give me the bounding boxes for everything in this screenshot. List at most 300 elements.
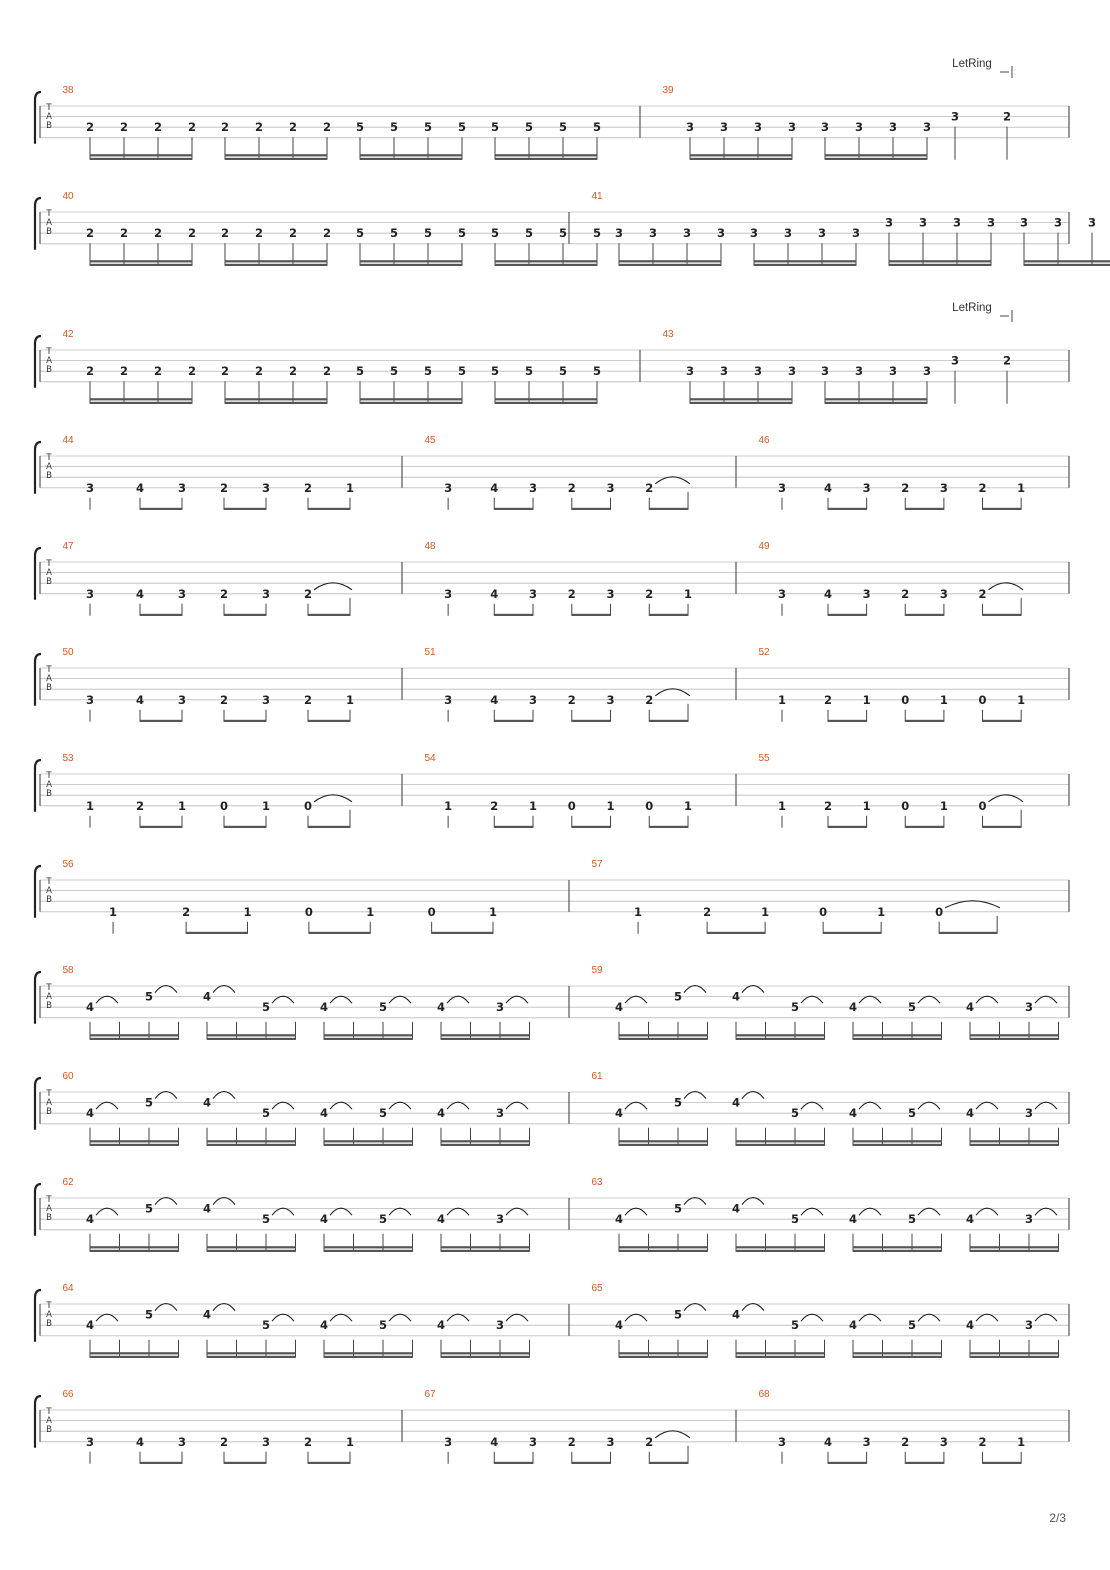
beam (207, 1352, 296, 1354)
fret-number: 3 (854, 120, 864, 135)
tie-arc (272, 1314, 294, 1321)
fret-number: 0 (427, 904, 436, 919)
tie-arc (859, 1208, 881, 1215)
measure-number: 63 (591, 1177, 603, 1188)
measure-number: 61 (591, 1071, 603, 1082)
beam (90, 1246, 179, 1248)
fret-number: 2 (823, 798, 832, 813)
beam (308, 614, 350, 616)
beam (970, 1246, 1059, 1248)
fret-number: 3 (1019, 215, 1029, 230)
fret-number: 3 (529, 1434, 538, 1449)
tie-arc (918, 996, 940, 1003)
fret-number: 1 (243, 904, 252, 919)
beam (970, 1356, 1059, 1358)
tab-clef-letter: T (46, 347, 52, 357)
fret-number: 2 (219, 1434, 229, 1449)
fret-number: 4 (848, 1318, 858, 1333)
tie-arc (945, 901, 1000, 908)
beam (939, 932, 997, 934)
beam (140, 1462, 182, 1464)
fret-number: 3 (777, 480, 787, 495)
let-ring-label: LetRing (952, 302, 992, 314)
beam (90, 154, 192, 156)
tab-system (35, 965, 1069, 1040)
tie-arc (625, 1208, 647, 1215)
beam (207, 1144, 296, 1146)
measure-number: 42 (62, 329, 74, 340)
measure-number: 39 (662, 85, 674, 96)
beam (649, 614, 688, 616)
measure (62, 191, 601, 266)
fret-number: 1 (177, 798, 187, 813)
beam (90, 402, 192, 404)
beam (619, 1356, 708, 1358)
fret-number: 4 (614, 1106, 624, 1121)
beam (494, 826, 533, 828)
fret-number: 5 (490, 226, 500, 241)
beam (308, 720, 350, 722)
fret-number: 4 (490, 692, 499, 707)
fret-number: 3 (495, 1212, 505, 1227)
fret-number: 3 (177, 1434, 187, 1449)
measure-number: 66 (62, 1389, 74, 1400)
measure-number: 52 (758, 647, 770, 658)
beam (736, 1250, 825, 1252)
beam (90, 264, 192, 266)
beam (649, 508, 688, 510)
beam (441, 1250, 530, 1252)
fret-number: 3 (777, 1434, 787, 1449)
beam (441, 1352, 530, 1354)
tie-arc (684, 1198, 706, 1205)
beam (905, 1462, 944, 1464)
tab-clef-letter: T (46, 103, 52, 113)
fret-number: 3 (851, 226, 861, 241)
fret-number: 3 (529, 480, 538, 495)
fret-number: 3 (85, 586, 95, 601)
tie-arc (506, 1314, 528, 1321)
fret-number: 0 (978, 798, 987, 813)
fret-number: 3 (444, 692, 453, 707)
beam (495, 260, 597, 262)
tab-clef-letter: B (46, 121, 52, 131)
fret-number: 2 (1002, 109, 1012, 124)
measure (62, 435, 354, 510)
fret-number: 2 (219, 692, 229, 707)
measure (62, 859, 497, 934)
beam (360, 260, 462, 262)
measure-number: 53 (62, 753, 74, 764)
beam (360, 398, 462, 400)
fret-number: 1 (777, 692, 787, 707)
fret-number: 5 (423, 120, 433, 135)
tab-system (35, 302, 1069, 404)
tab-clef-letter: A (46, 992, 52, 1002)
tie-arc (625, 1102, 647, 1109)
beam (360, 264, 462, 266)
tie-arc (96, 996, 118, 1003)
fret-number: 5 (355, 120, 365, 135)
fret-number: 0 (978, 692, 987, 707)
measure (758, 435, 1025, 510)
fret-number: 3 (922, 364, 932, 379)
fret-number: 5 (144, 1307, 154, 1322)
tab-clef-letter: T (46, 1089, 52, 1099)
fret-number: 4 (731, 1095, 741, 1110)
fret-number: 3 (888, 120, 898, 135)
fret-number: 2 (153, 364, 163, 379)
beam (324, 1246, 413, 1248)
fret-number: 0 (935, 904, 944, 919)
fret-number: 4 (848, 1106, 858, 1121)
measure (591, 1177, 1058, 1252)
beam (90, 398, 192, 400)
measure (758, 647, 1025, 722)
tie-arc (389, 996, 411, 1003)
measure-number: 45 (424, 435, 436, 446)
beam (823, 932, 881, 934)
fret-number: 3 (177, 480, 187, 495)
tab-system (35, 1283, 1069, 1358)
tab-system (35, 1389, 1069, 1464)
fret-number: 5 (592, 226, 602, 241)
tie-arc (213, 1304, 235, 1311)
fret-number: 1 (761, 904, 770, 919)
fret-number: 2 (645, 692, 654, 707)
fret-number: 4 (135, 692, 145, 707)
tab-clef-letter: A (46, 1204, 52, 1214)
fret-number: 5 (261, 1212, 271, 1227)
tab-clef-letter: T (46, 1407, 52, 1417)
fret-number: 1 (862, 692, 871, 707)
measure-number: 47 (62, 541, 74, 552)
tie-arc (272, 996, 294, 1003)
beam (90, 1356, 179, 1358)
fret-number: 4 (614, 1000, 624, 1015)
fret-number: 1 (109, 904, 118, 919)
measure (591, 965, 1058, 1040)
beam (140, 508, 182, 510)
beam (225, 260, 327, 262)
fret-number: 3 (950, 353, 960, 368)
beam (441, 1246, 530, 1248)
beam (853, 1144, 942, 1146)
tie-arc (801, 996, 823, 1003)
fret-number: 2 (645, 586, 654, 601)
beam (140, 614, 182, 616)
fret-number: 4 (965, 1106, 975, 1121)
fret-number: 3 (444, 586, 453, 601)
fret-number: 2 (119, 364, 129, 379)
fret-number: 5 (673, 1095, 683, 1110)
fret-number: 4 (848, 1212, 858, 1227)
beam (324, 1352, 413, 1354)
tie-arc (801, 1208, 823, 1215)
measure-number: 40 (62, 191, 74, 202)
fret-number: 4 (436, 1212, 446, 1227)
tie-arc (96, 1208, 118, 1215)
fret-number: 3 (1053, 215, 1063, 230)
fret-number: 1 (939, 798, 948, 813)
fret-number: 2 (187, 226, 197, 241)
fret-number: 5 (790, 1212, 800, 1227)
beam (736, 1034, 825, 1036)
tie-arc (859, 1314, 881, 1321)
tie-arc (918, 1314, 940, 1321)
beam (324, 1140, 413, 1142)
beam (853, 1250, 942, 1252)
fret-number: 5 (261, 1000, 271, 1015)
beam (225, 158, 327, 160)
fret-number: 4 (614, 1212, 624, 1227)
fret-number: 3 (1024, 1106, 1034, 1121)
tie-arc (989, 795, 1023, 802)
tab-clef-letter: B (46, 1001, 52, 1011)
measure-number: 41 (591, 191, 603, 202)
fret-number: 3 (177, 586, 187, 601)
fret-number: 3 (922, 120, 932, 135)
fret-number: 2 (220, 364, 230, 379)
fret-number: 4 (319, 1212, 329, 1227)
fret-number: 3 (85, 480, 95, 495)
fret-number: 5 (423, 364, 433, 379)
fret-number: 3 (783, 226, 793, 241)
fret-number: 3 (888, 364, 898, 379)
tie-arc (447, 1314, 469, 1321)
fret-number: 5 (457, 226, 467, 241)
beam (754, 264, 856, 266)
measure-number: 62 (62, 1177, 74, 1188)
beam (224, 1462, 266, 1464)
fret-number: 2 (703, 904, 712, 919)
tab-clef-letter: A (46, 462, 52, 472)
fret-number: 3 (986, 215, 996, 230)
tie-arc (330, 1314, 352, 1321)
fret-number: 5 (457, 364, 467, 379)
fret-number: 4 (436, 1318, 446, 1333)
beam (905, 508, 944, 510)
tie-arc (272, 1208, 294, 1215)
beam (308, 826, 350, 828)
fret-number: 1 (939, 692, 948, 707)
tie-arc (859, 1102, 881, 1109)
tie-arc (96, 1102, 118, 1109)
measure (424, 753, 692, 828)
tie-arc (742, 986, 764, 993)
beam (853, 1356, 942, 1358)
beam (324, 1356, 413, 1358)
beam (308, 508, 350, 510)
beam (225, 154, 327, 156)
beam (983, 614, 1022, 616)
fret-number: 5 (144, 989, 154, 1004)
fret-number: 5 (592, 364, 602, 379)
tie-arc (155, 986, 177, 993)
fret-number: 5 (524, 120, 534, 135)
tie-arc (330, 996, 352, 1003)
tie-arc (330, 1208, 352, 1215)
fret-number: 3 (950, 109, 960, 124)
fret-number: 3 (685, 120, 695, 135)
fret-number: 2 (901, 586, 910, 601)
tie-arc (625, 1314, 647, 1321)
fret-number: 2 (567, 1434, 576, 1449)
fret-number: 0 (219, 798, 229, 813)
tie-arc (976, 1102, 998, 1109)
fret-number: 4 (319, 1000, 329, 1015)
fret-number: 5 (378, 1212, 388, 1227)
beam (225, 398, 327, 400)
fret-number: 2 (288, 226, 298, 241)
fret-number: 3 (495, 1000, 505, 1015)
beam (736, 1356, 825, 1358)
measure-number: 48 (424, 541, 436, 552)
beam (828, 508, 867, 510)
tab-system (35, 58, 1069, 160)
fret-number: 3 (85, 692, 95, 707)
beam (441, 1144, 530, 1146)
fret-number: 5 (558, 120, 568, 135)
tie-arc (976, 996, 998, 1003)
beam (90, 1034, 179, 1036)
measure-number: 46 (758, 435, 770, 446)
tie-arc (684, 1304, 706, 1311)
fret-number: 3 (884, 215, 894, 230)
fret-number: 2 (153, 120, 163, 135)
tab-system (35, 647, 1069, 722)
beam (90, 1352, 179, 1354)
fret-number: 5 (378, 1318, 388, 1333)
fret-number: 1 (634, 904, 643, 919)
beam (619, 1246, 708, 1248)
fret-number: 4 (965, 1000, 975, 1015)
measure-number: 67 (424, 1389, 436, 1400)
tie-arc (655, 689, 690, 696)
fret-number: 5 (144, 1201, 154, 1216)
fret-number: 5 (524, 364, 534, 379)
fret-number: 3 (682, 226, 692, 241)
fret-number: 1 (345, 692, 355, 707)
measure (424, 647, 689, 722)
fret-number: 1 (261, 798, 271, 813)
fret-number: 2 (135, 798, 145, 813)
beam (853, 1034, 942, 1036)
fret-number: 3 (614, 226, 624, 241)
fret-number: 1 (877, 904, 886, 919)
beam (707, 932, 765, 934)
tie-arc (155, 1092, 177, 1099)
fret-number: 2 (254, 120, 264, 135)
tab-clef-letter: B (46, 1425, 52, 1435)
tie-arc (918, 1102, 940, 1109)
fret-number: 1 (1017, 1434, 1026, 1449)
measure-number: 50 (62, 647, 74, 658)
measure (62, 1389, 354, 1464)
fret-number: 4 (731, 1201, 741, 1216)
beam (619, 260, 721, 262)
tab-clef-letter: B (46, 683, 52, 693)
fret-number: 1 (345, 1434, 355, 1449)
beam (825, 158, 927, 160)
fret-number: 2 (567, 586, 576, 601)
measure (62, 329, 601, 404)
fret-number: 5 (592, 120, 602, 135)
tie-arc (989, 583, 1023, 590)
fret-number: 3 (716, 226, 726, 241)
beam (970, 1140, 1059, 1142)
beam (572, 508, 611, 510)
measure (424, 1389, 689, 1464)
fret-number: 4 (823, 480, 832, 495)
fret-number: 4 (85, 1000, 95, 1015)
fret-number: 0 (645, 798, 654, 813)
beam (619, 1034, 708, 1036)
beam (983, 826, 1022, 828)
fret-number: 4 (848, 1000, 858, 1015)
beam (224, 826, 266, 828)
measure-number: 65 (591, 1283, 603, 1294)
fret-number: 4 (436, 1000, 446, 1015)
tab-clef-letter: B (46, 471, 52, 481)
fret-number: 0 (901, 798, 910, 813)
tab-clef-letter: B (46, 1107, 52, 1117)
fret-number: 3 (719, 364, 729, 379)
beam (186, 932, 247, 934)
fret-number: 3 (85, 1434, 95, 1449)
fret-number: 2 (303, 1434, 313, 1449)
fret-number: 2 (645, 1434, 654, 1449)
measure (758, 753, 1023, 828)
fret-number: 2 (119, 226, 129, 241)
fret-number: 3 (939, 480, 948, 495)
fret-number: 0 (567, 798, 576, 813)
fret-number: 1 (85, 798, 95, 813)
fret-number: 2 (823, 692, 832, 707)
measure-number: 68 (758, 1389, 770, 1400)
beam (324, 1034, 413, 1036)
tab-clef-letter: A (46, 1416, 52, 1426)
beam (970, 1038, 1059, 1040)
beam (309, 932, 370, 934)
fret-number: 5 (907, 1106, 917, 1121)
beam (736, 1140, 825, 1142)
beam (495, 158, 597, 160)
fret-number: 1 (862, 798, 871, 813)
tie-arc (801, 1102, 823, 1109)
fret-number: 2 (153, 226, 163, 241)
fret-number: 3 (952, 215, 962, 230)
beam (970, 1034, 1059, 1036)
fret-number: 4 (823, 586, 832, 601)
fret-number: 4 (319, 1106, 329, 1121)
tie-arc (625, 996, 647, 1003)
tab-system (35, 541, 1069, 616)
tie-arc (314, 583, 352, 590)
fret-number: 3 (495, 1106, 505, 1121)
fret-number: 2 (978, 586, 987, 601)
fret-number: 2 (187, 120, 197, 135)
beam (1024, 260, 1110, 262)
beam (360, 402, 462, 404)
tab-clef-letter: T (46, 209, 52, 219)
tab-system (35, 1177, 1069, 1252)
let-ring-label: LetRing (952, 58, 992, 70)
beam (225, 264, 327, 266)
fret-number: 3 (939, 1434, 948, 1449)
beam (690, 158, 792, 160)
beam (736, 1038, 825, 1040)
